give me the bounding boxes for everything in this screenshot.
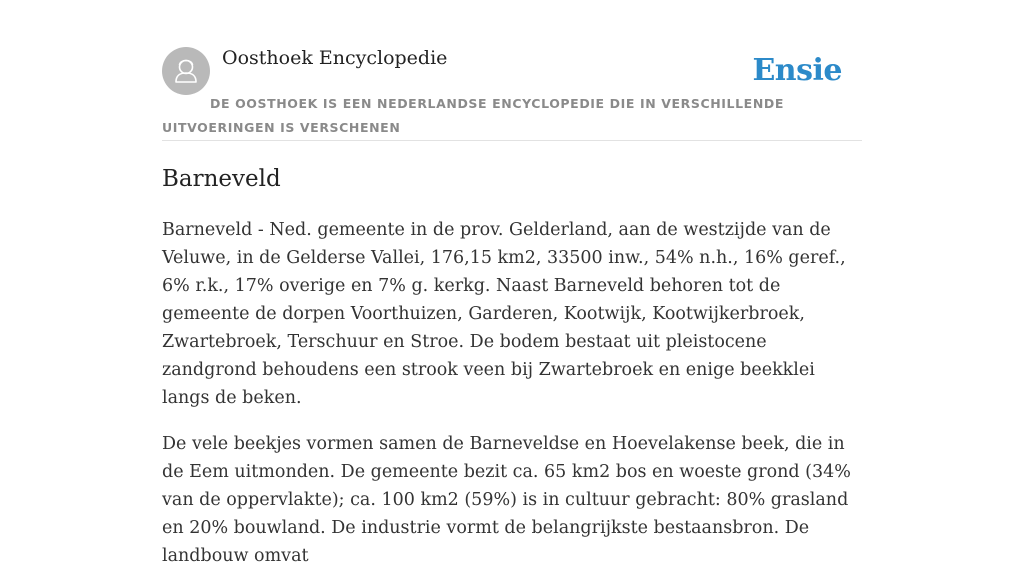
avatar[interactable] [162, 47, 210, 95]
article-paragraph: De vele beekjes vormen samen de Barneveldse en Hoevelakense beek, die in de Eem uitmonden. De gemeente bezit ca. 65 km2 bos en woeste grond (34% van de oppervlakte); ca. 100 km2 (59%) is in cultuur gebracht: 80% grasland en 20% bouwland. De industrie vormt de belangrijkste bestaansbron. De landbouw omvat [162, 434, 851, 566]
article-paragraph: Barneveld - Ned. gemeente in de prov. Gelderland, aan de westzijde van de Veluwe, in de Gelderse Vallei, 176,15 km2, 33500 inw., 54% n.h., 16% geref., 6% r.k., 17% overige en 7% g. kerkg. Naast Barneveld behoren tot de gemeente de dorpen Voorthuizen, Garderen, Kootwijk, Kootwijkerbroek, Zwartebroek, Terschuur en Stroe. De bodem bestaat uit pleistocene zandgrond behoudens een strook veen bij Zwartebroek en enige beekklei langs de beken. [162, 220, 846, 408]
publication-title[interactable]: Oosthoek Encyclopedie [222, 47, 448, 69]
article-title: Barneveld [162, 166, 281, 192]
article-body [162, 216, 862, 588]
user-icon [162, 47, 210, 95]
publication-description: DE OOSTHOEK IS EEN NEDERLANDSE ENCYCLOPEDIE DIE IN VERSCHILLENDE UITVOERINGEN IS VERSCHENEN [162, 96, 784, 135]
ensie-logo[interactable]: Ensie [752, 53, 842, 88]
publication-header [162, 46, 862, 141]
